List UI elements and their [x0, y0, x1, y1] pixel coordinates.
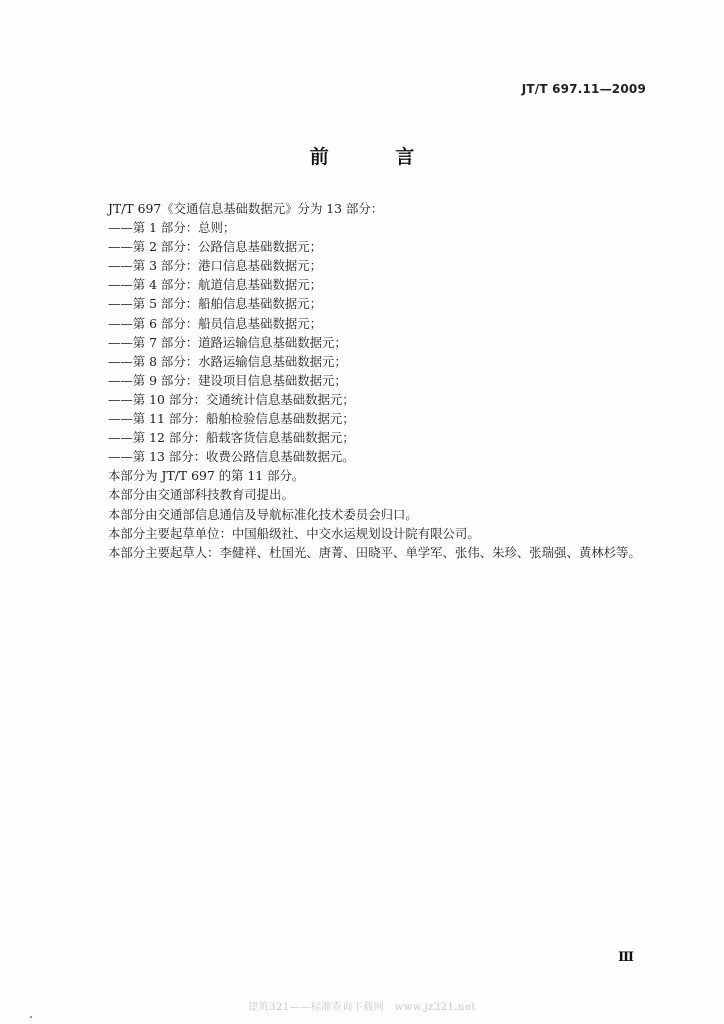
page-title: 前 言 [309, 146, 445, 168]
scan-speck [30, 1016, 32, 1018]
list-item: ——第 8 部分：水路运输信息基础数据元； [108, 353, 347, 369]
list-item: ——第 2 部分：公路信息基础数据元； [108, 239, 323, 255]
list-item: ——第 11 部分：船舶检验信息基础数据元； [108, 411, 355, 427]
list-item: ——第 9 部分：建设项目信息基础数据元； [108, 372, 347, 388]
list-item: ——第 12 部分：船载客货信息基础数据元； [108, 430, 355, 446]
page-number: Ⅲ [618, 950, 634, 965]
statement-line: 本部分由交通部科技教育司提出。 [108, 487, 294, 503]
list-item: ——第 7 部分：道路运输信息基础数据元； [108, 334, 347, 350]
list-item: ——第 13 部分：收费公路信息基础数据元。 [108, 449, 355, 465]
list-item: ——第 10 部分：交通统计信息基础数据元； [108, 391, 355, 407]
statement-line: 本部分为 JT/T 697 的第 11 部分。 [108, 468, 305, 484]
list-item: ——第 1 部分：总则； [108, 220, 236, 236]
list-item: ——第 3 部分：港口信息基础数据元； [108, 258, 323, 274]
statement-line: 本部分由交通部信息通信及导航标准化技术委员会归口。 [108, 506, 418, 522]
statement-line: 本部分主要起草人：李健祥、杜国光、唐菁、田晓平、单学军、张伟、朱珍、张瑞强、黄林杉等。 [108, 544, 641, 560]
document-code: JT/T 697.11—2009 [521, 82, 646, 96]
list-item: ——第 5 部分：船舶信息基础数据元； [108, 296, 323, 312]
document-body [108, 199, 641, 562]
list-item: ——第 4 部分：航道信息基础数据元； [108, 277, 323, 293]
intro-line: JT/T 697《交通信息基础数据元》分为 13 部分： [108, 201, 384, 216]
statement-line: 本部分主要起草单位：中国船级社、中交水运规划设计院有限公司。 [108, 525, 480, 541]
watermark-text: 建筑321——标准查询下载网 www.jz321.net [248, 1002, 476, 1013]
list-item: ——第 6 部分：船员信息基础数据元； [108, 315, 323, 331]
